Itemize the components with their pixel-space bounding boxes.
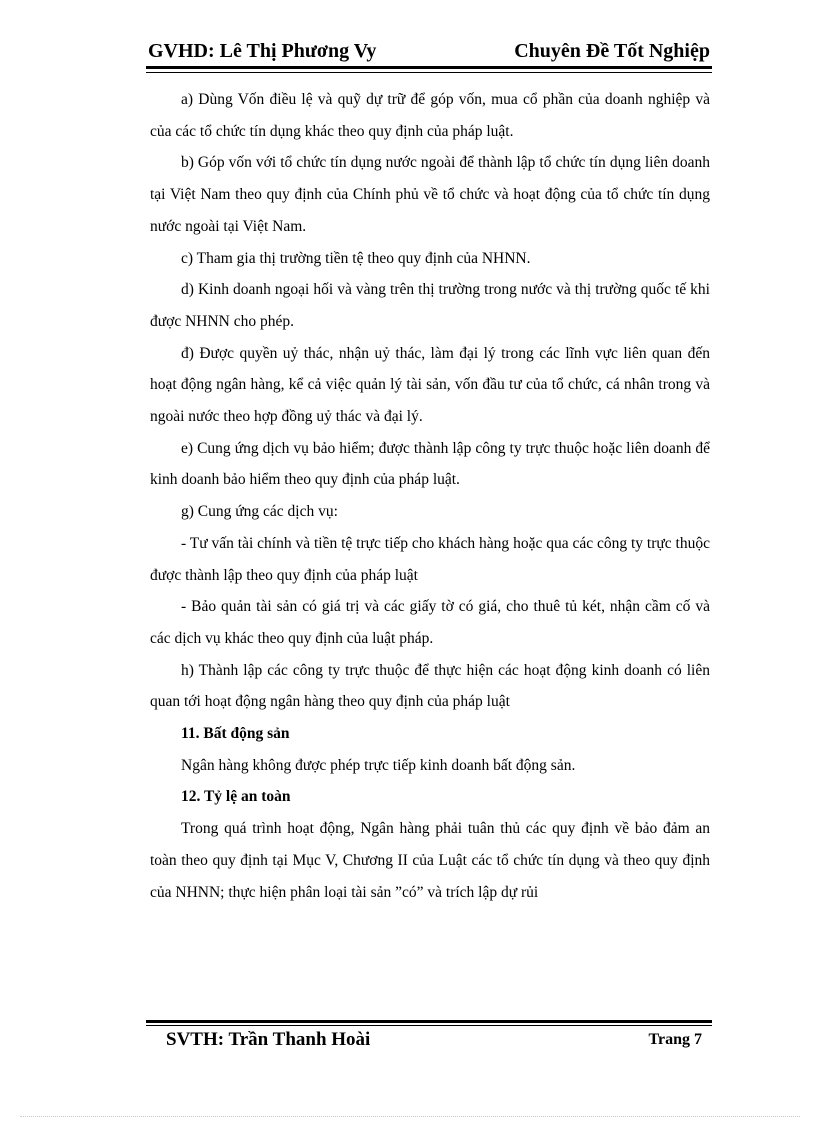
page-number: Trang 7	[648, 1031, 702, 1048]
paragraph-e: e) Cung ứng dịch vụ bảo hiểm; được thành lập công ty trực thuộc hoặc liên doanh để kinh doanh bảo hiểm theo quy định của pháp luật.	[150, 439, 710, 489]
section-12-text: Trong quá trình hoạt động, Ngân hàng phải tuân thủ các quy định về bảo đảm an toàn theo quy định tại Mục V, Chương II của Luật các tổ chức tín dụng và theo quy định của NHNN; thực hiện phân loại tài sản ”có” và trích lập dự rủi	[150, 820, 710, 901]
paragraph-b: b) Góp vốn với tổ chức tín dụng nước ngoài để thành lập tổ chức tín dụng liên doanh tại Việt Nam theo quy định của Chính phủ về tổ chức và hoạt động của tổ chức tín dụng nước ngoài tại Việt Nam.	[150, 154, 710, 235]
paragraph-g-item-2: - Bảo quản tài sản có giá trị và các giấy tờ có giá, cho thuê tủ két, nhận cầm cố và các dịch vụ khác theo quy định của luật pháp.	[150, 598, 710, 647]
header-rule-thin	[146, 72, 712, 73]
paragraph-c: c) Tham gia thị trường tiền tệ theo quy định của NHNN.	[181, 249, 531, 267]
paragraph-dd: đ) Được quyền uỷ thác, nhận uỷ thác, làm đại lý trong các lĩnh vực liên quan đến hoạt động ngân hàng, kể cả việc quản lý tài sản, vốn đầu tư của tổ chức, cá nhân trong và ngoài nước theo hợp đồng uỷ thác và đại lý.	[150, 344, 710, 426]
page-footer	[166, 1029, 702, 1053]
footer-rule-thin	[146, 1025, 712, 1026]
advisor-name: GVHD: Lê Thị Phương Vy	[148, 40, 377, 62]
footer-rule-thick	[146, 1020, 712, 1023]
document-title: Chuyên Đề Tốt Nghiệp	[514, 40, 710, 62]
paragraph-h: h) Thành lập các công ty trực thuộc để thực hiện các hoạt động kinh doanh có liên quan tới hoạt động ngân hàng theo quy định của pháp luật	[150, 661, 710, 711]
page-body	[150, 84, 710, 908]
section-12-heading: 12. Tỷ lệ an toàn	[181, 788, 291, 806]
header-rule-thick	[146, 66, 712, 69]
page-header	[148, 40, 710, 66]
paragraph-g-item-1: - Tư vấn tài chính và tiền tệ trực tiếp cho khách hàng hoặc qua các công ty trực thuộc được thành lập theo quy định của pháp luật	[150, 534, 710, 584]
paragraph-d: d) Kinh doanh ngoại hối và vàng trên thị trường trong nước và thị trường quốc tế khi được NHNN cho phép.	[150, 281, 710, 330]
page-edge-divider	[20, 1116, 800, 1117]
paragraph-g: g) Cung ứng các dịch vụ:	[181, 503, 338, 521]
paragraph-a: a) Dùng Vốn điều lệ và quỹ dự trữ để góp vốn, mua cổ phần của doanh nghiệp và của các tổ chức tín dụng khác theo quy định của pháp luật.	[150, 91, 710, 140]
section-11-heading: 11. Bất động sản	[181, 725, 290, 743]
section-11-text: Ngân hàng không được phép trực tiếp kinh doanh bất động sản.	[181, 756, 576, 774]
student-name: SVTH: Trần Thanh Hoài	[166, 1029, 371, 1050]
